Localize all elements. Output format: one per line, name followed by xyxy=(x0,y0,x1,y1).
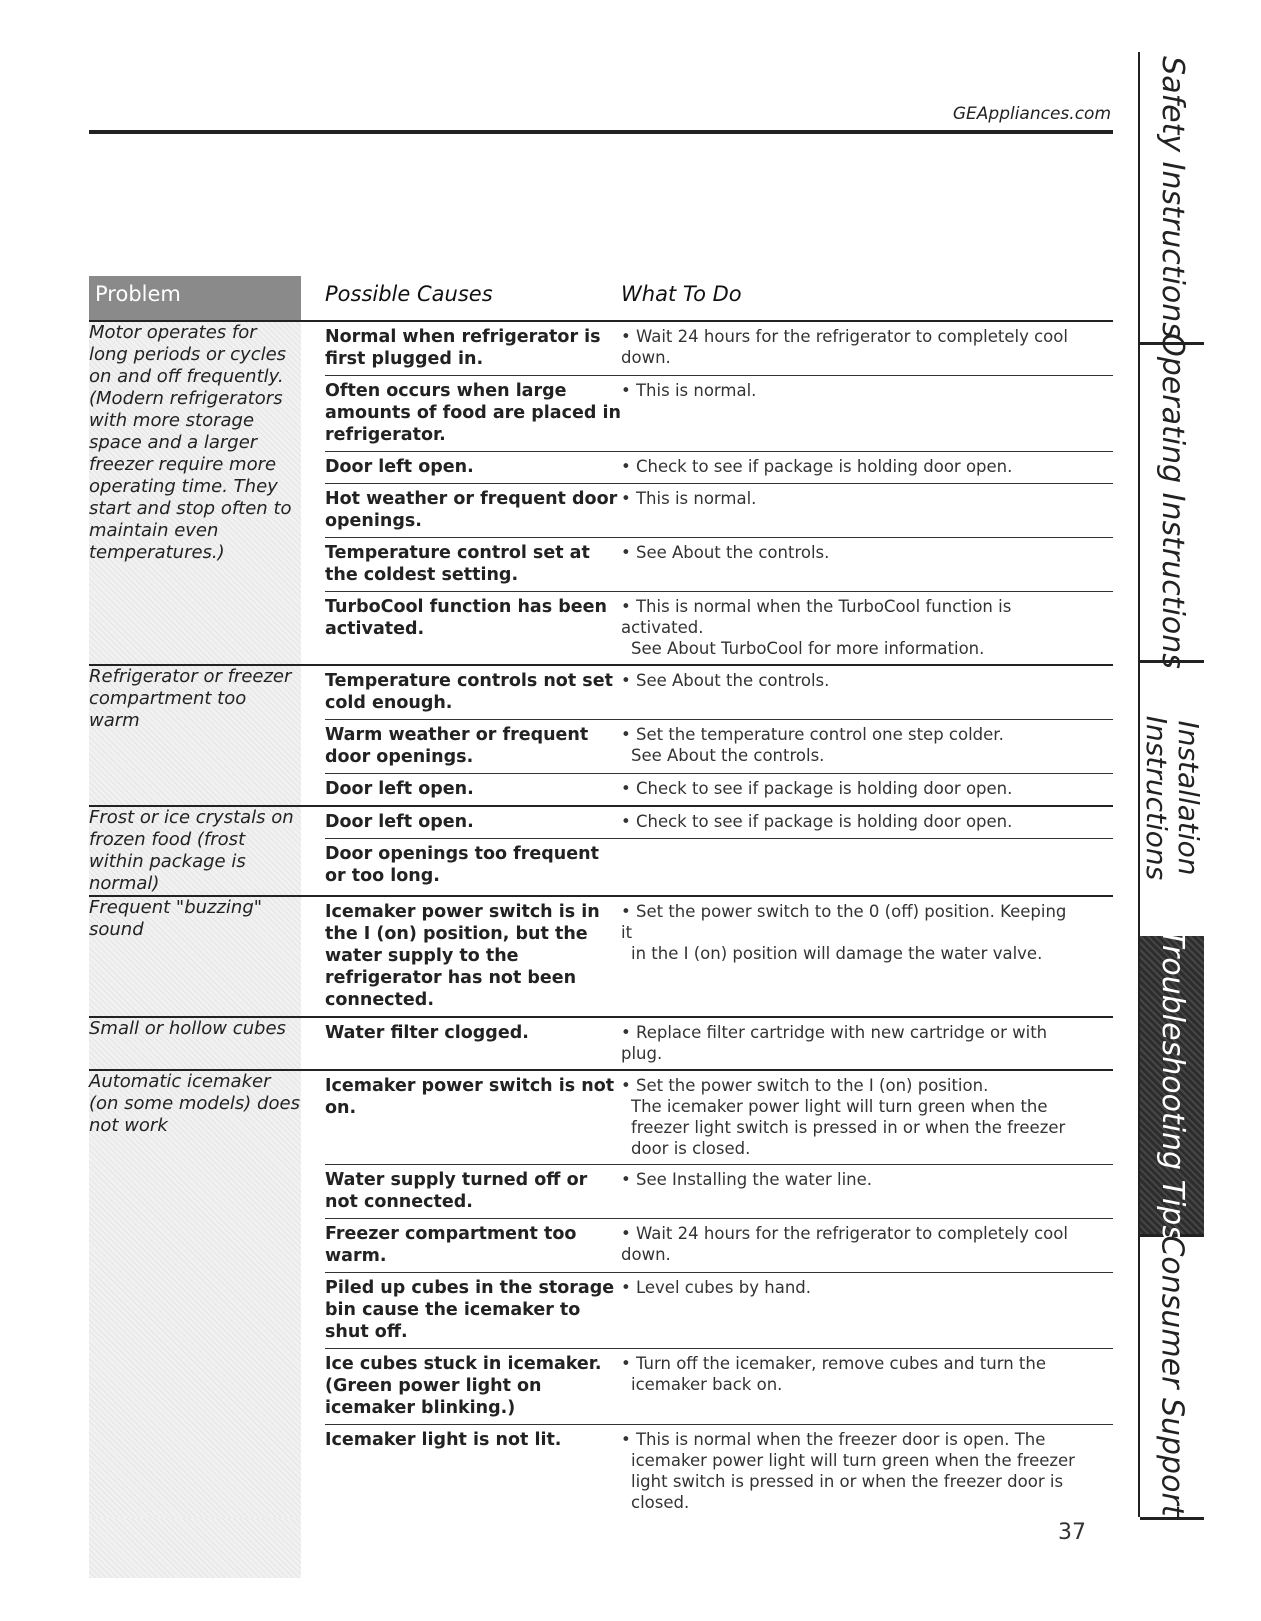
todo-text xyxy=(621,456,1081,477)
todo-line: • Level cubes by hand. xyxy=(621,1278,811,1297)
todo-line: • Wait 24 hours for the refrigerator to completely cool down. xyxy=(621,327,1068,367)
todo-line: See About TurboCool for more information. xyxy=(631,639,985,658)
todo-text xyxy=(621,488,1081,509)
cause-row xyxy=(325,1349,1113,1425)
todo-line: • This is normal. xyxy=(621,489,757,508)
cause-text: Door left open. xyxy=(325,812,474,832)
cause-row xyxy=(325,322,1113,376)
tab-safety-instructions[interactable] xyxy=(1140,52,1204,345)
todo-line: See About the controls. xyxy=(631,746,825,765)
tab-label: Operating Instructions xyxy=(1155,333,1190,669)
tab-label: Safety Instructions xyxy=(1155,56,1191,338)
todo-line: • Replace filter cartridge with new cartridge or with plug. xyxy=(621,1023,1048,1063)
todo-text xyxy=(621,1353,1081,1395)
todo-text xyxy=(621,1277,1081,1298)
problem-text: Motor operates for long periods or cycles on and off frequently. (Modern refrigerators with more storage space and a larger freezer require more operating time. They start and stop often to maintain even temperatures.) xyxy=(89,321,301,665)
todo-text xyxy=(621,811,1081,832)
todo-line: • Set the power switch to the 0 (off) position. Keeping it xyxy=(621,902,1067,942)
table-row xyxy=(89,665,1113,806)
todo-text xyxy=(621,1169,1081,1190)
header-rule xyxy=(89,130,1113,134)
page-number: 37 xyxy=(1058,1520,1086,1545)
todo-line: icemaker power light will turn green when the freezer xyxy=(631,1451,1075,1470)
cause-text: Ice cubes stuck in icemaker. (Green power light on icemaker blinking.) xyxy=(325,1354,602,1418)
todo-line: • Check to see if package is holding door open. xyxy=(621,812,1013,831)
cause-row xyxy=(325,666,1113,720)
cause-text: Icemaker power switch is not on. xyxy=(325,1076,615,1118)
cause-row xyxy=(325,839,1113,892)
cause-row xyxy=(325,720,1113,774)
cause-row xyxy=(325,484,1113,538)
todo-text xyxy=(621,778,1081,799)
cause-text: Door left open. xyxy=(325,779,474,799)
problem-text: Small or hollow cubes xyxy=(89,1017,301,1070)
todo-text xyxy=(621,670,1081,691)
todo-text xyxy=(621,1429,1081,1513)
tab-installation-instructions[interactable] xyxy=(1140,660,1204,939)
cause-text: Icemaker power switch is in the I (on) position, but the water supply to the refrigerator has not been connected. xyxy=(325,902,600,1010)
todo-line: light switch is pressed in or when the freezer door is xyxy=(631,1472,1064,1491)
todo-line: door is closed. xyxy=(631,1139,751,1158)
todo-line: • See Installing the water line. xyxy=(621,1170,873,1189)
tab-consumer-support[interactable] xyxy=(1140,1234,1204,1520)
cause-row xyxy=(325,452,1113,484)
todo-line: • Turn off the icemaker, remove cubes and turn the xyxy=(621,1354,1047,1373)
cause-text: Water filter clogged. xyxy=(325,1023,529,1043)
cause-text: Piled up cubes in the storage bin cause the icemaker to shut off. xyxy=(325,1278,615,1342)
header-todo: What To Do xyxy=(621,282,742,306)
todo-text xyxy=(621,596,1081,659)
tab-operating-instructions[interactable] xyxy=(1140,333,1204,669)
table-row xyxy=(89,806,1113,896)
cause-row xyxy=(325,592,1113,664)
tab-label: Consumer Support xyxy=(1155,1234,1191,1517)
cause-text: Door openings too frequent or too long. xyxy=(325,844,599,886)
cause-text: Hot weather or frequent door openings. xyxy=(325,489,618,531)
todo-text xyxy=(621,724,1081,766)
header-causes: Possible Causes xyxy=(325,282,493,306)
todo-line: • This is normal when the freezer door is open. The xyxy=(621,1430,1046,1449)
cause-row xyxy=(325,538,1113,592)
cause-text: Temperature control set at the coldest setting. xyxy=(325,543,590,585)
todo-text xyxy=(621,1075,1081,1159)
cause-row xyxy=(325,376,1113,452)
problem-text: Automatic icemaker (on some models) does not work xyxy=(89,1070,301,1518)
todo-line: • Set the power switch to the I (on) position. xyxy=(621,1076,989,1095)
todo-line: freezer light switch is pressed in or when the freezer xyxy=(631,1118,1066,1137)
todo-text xyxy=(621,901,1081,964)
todo-line: closed. xyxy=(631,1493,690,1512)
todo-line: icemaker back on. xyxy=(631,1375,783,1394)
cause-row xyxy=(325,1425,1113,1518)
troubleshooting-table xyxy=(89,276,1113,1578)
todo-line: in the I (on) position will damage the water valve. xyxy=(631,944,1043,963)
cause-text: Normal when refrigerator is first plugged in. xyxy=(325,327,601,369)
cause-row xyxy=(325,1219,1113,1273)
todo-line: • This is normal when the TurboCool function is activated. xyxy=(621,597,1012,637)
cause-row xyxy=(325,1273,1113,1349)
problem-text: Frost or ice crystals on frozen food (frost within package is normal) xyxy=(89,806,301,896)
todo-line: • Set the temperature control one step colder. xyxy=(621,725,1004,744)
cause-text: Door left open. xyxy=(325,457,474,477)
cause-text: Icemaker light is not lit. xyxy=(325,1430,562,1450)
cause-text: Warm weather or frequent door openings. xyxy=(325,725,589,767)
tab-label: Installation Instructions xyxy=(1140,715,1206,881)
cause-row xyxy=(325,774,1113,805)
cause-text: Freezer compartment too warm. xyxy=(325,1224,577,1266)
todo-line: • Check to see if package is holding door open. xyxy=(621,457,1013,476)
todo-line: • See About the controls. xyxy=(621,671,830,690)
cause-row xyxy=(325,1071,1113,1165)
cause-text: Often occurs when large amounts of food are placed in refrigerator. xyxy=(325,381,621,445)
todo-line: • Check to see if package is holding door open. xyxy=(621,779,1013,798)
todo-line: • Wait 24 hours for the refrigerator to completely cool down. xyxy=(621,1224,1068,1264)
todo-text xyxy=(621,542,1081,563)
table-row xyxy=(89,1070,1113,1518)
site-url: GEAppliances.com xyxy=(952,104,1111,124)
header-problem: Problem xyxy=(89,276,301,321)
cause-text: Temperature controls not set cold enough. xyxy=(325,671,613,713)
todo-line: The icemaker power light will turn green when the xyxy=(631,1097,1048,1116)
todo-text xyxy=(621,326,1081,368)
problem-text: Refrigerator or freezer compartment too warm xyxy=(89,665,301,806)
section-tabs xyxy=(1138,52,1204,1517)
tab-troubleshooting-tips[interactable] xyxy=(1140,929,1204,1241)
cause-row xyxy=(325,807,1113,839)
cause-row xyxy=(325,1165,1113,1219)
cause-row xyxy=(325,897,1113,1016)
todo-text xyxy=(621,380,1081,401)
tab-label: Troubleshooting Tips xyxy=(1155,929,1191,1241)
todo-text xyxy=(621,1022,1081,1064)
table-row xyxy=(89,896,1113,1017)
table-row xyxy=(89,321,1113,665)
todo-line: • See About the controls. xyxy=(621,543,830,562)
todo-text xyxy=(621,1223,1081,1265)
table-row xyxy=(89,1017,1113,1070)
cause-text: Water supply turned off or not connected. xyxy=(325,1170,588,1212)
cause-row xyxy=(325,1018,1113,1069)
cause-text: TurboCool function has been activated. xyxy=(325,597,607,639)
problem-text: Frequent "buzzing" sound xyxy=(89,896,301,1017)
todo-line: • This is normal. xyxy=(621,381,757,400)
table-header xyxy=(89,276,1113,321)
